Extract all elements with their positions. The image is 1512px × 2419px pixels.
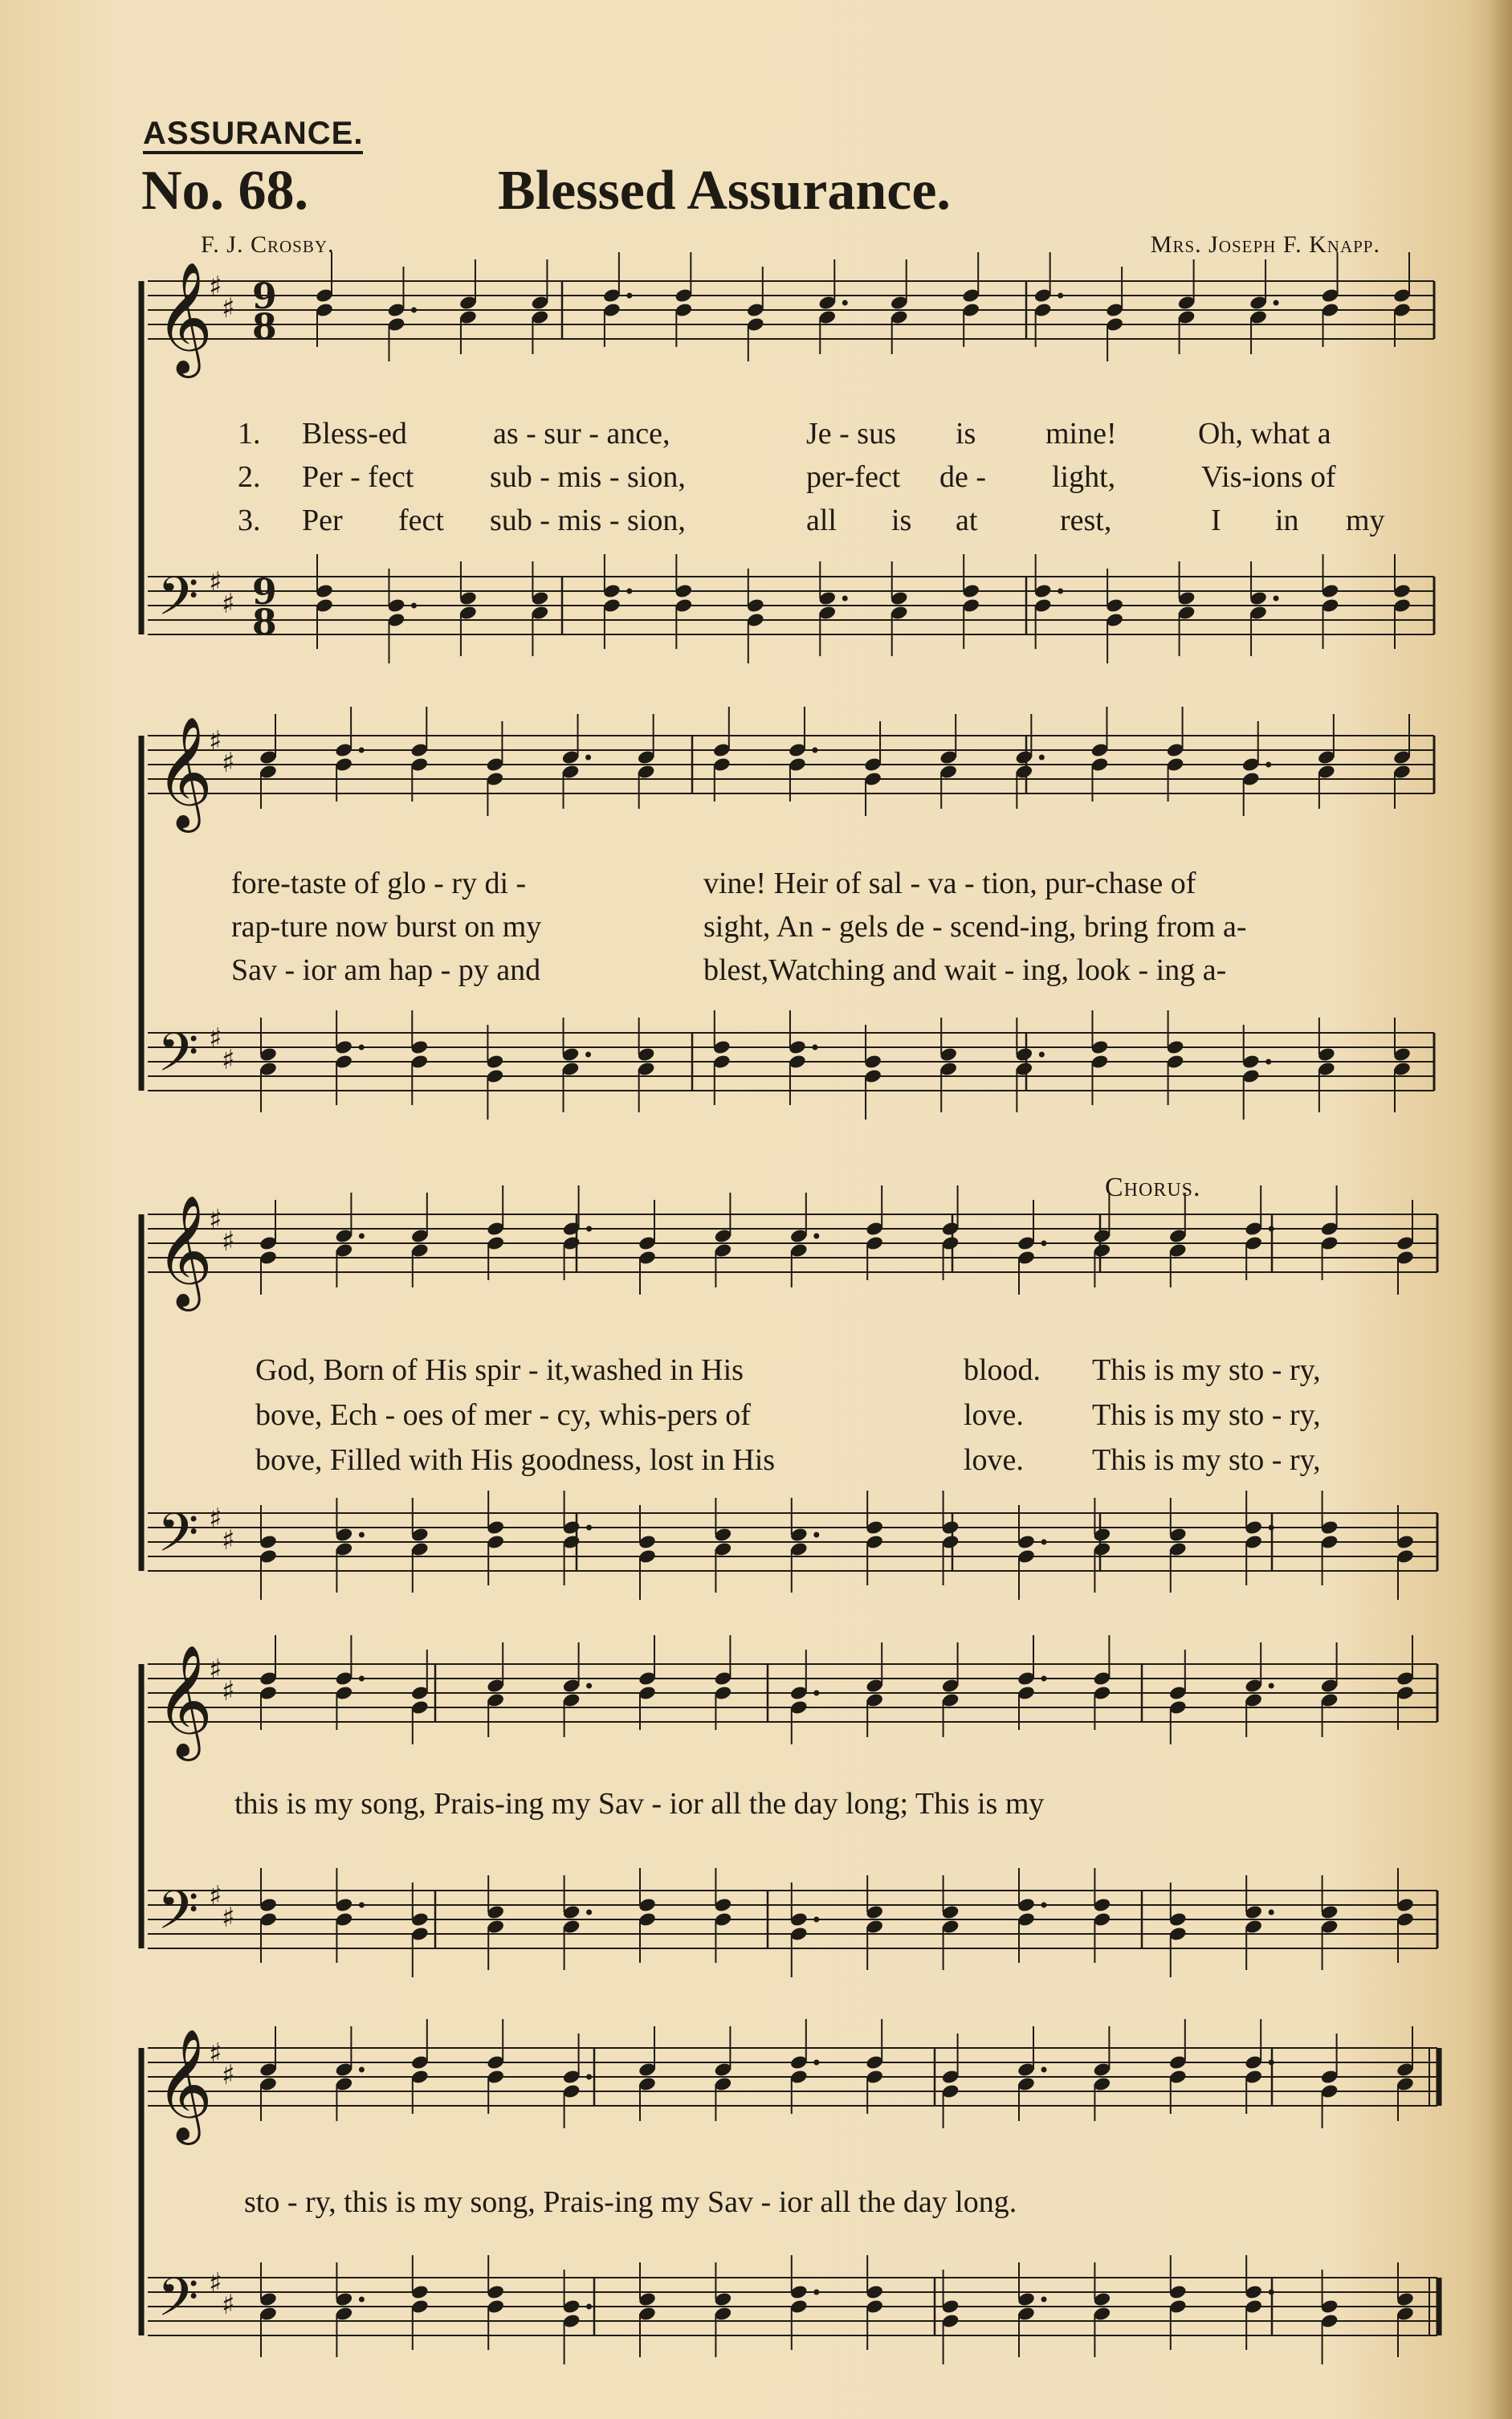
lyric-syllable: all [806, 504, 837, 537]
lyric-phrase: fore-taste of glo - ry di - [231, 867, 527, 900]
augmentation-dot [1041, 1241, 1047, 1246]
lyric-phrase: bove, Ech - oes of mer - cy, whis-pers of [255, 1398, 751, 1432]
hymn-composer: Mrs. Joseph F. Knapp. [1150, 231, 1380, 258]
lyric-phrase: sto - ry, this is my song, Prais-ing my Sav - ior all the day long. [244, 2185, 1017, 2219]
treble-clef-icon: 𝄞 [156, 1645, 213, 1756]
augmentation-dot [842, 596, 848, 602]
augmentation-dot [813, 2060, 819, 2066]
augmentation-dot [359, 1045, 365, 1050]
augmentation-dot [585, 755, 591, 761]
sharp-icon: ♯ [222, 1675, 235, 1707]
lyric-syllable: de - [939, 460, 987, 494]
augmentation-dot [585, 1052, 591, 1058]
augmentation-dot [812, 1045, 817, 1050]
lyric-syllable: as - sur - ance, [493, 417, 670, 451]
lyric-phrase: sight, An - gels de - scend-ing, bring from a- [703, 910, 1247, 944]
lyric-syllable: I [1211, 504, 1221, 537]
augmentation-dot [813, 1234, 819, 1239]
sharp-icon: ♯ [222, 1226, 235, 1258]
bass-clef-icon: 𝄢 [157, 1879, 199, 1954]
lyric-syllable: mine! [1045, 417, 1117, 451]
bass-clef-icon: 𝄢 [157, 565, 199, 640]
time-signature-numerator: 9 [252, 276, 277, 317]
sharp-icon: ♯ [209, 271, 222, 303]
lyric-phrase: blood. [964, 1353, 1041, 1387]
hymn-title: Blessed Assurance. [498, 160, 951, 222]
lyric-syllable: Per [302, 504, 343, 537]
augmentation-dot [1274, 596, 1279, 602]
augmentation-dot [359, 748, 365, 753]
sharp-icon: ♯ [209, 1022, 222, 1054]
sharp-icon: ♯ [222, 588, 235, 620]
augmentation-dot [359, 1676, 365, 1682]
augmentation-dot [1269, 1910, 1274, 1915]
augmentation-dot [1041, 1676, 1047, 1682]
lyric-syllable: Per - fect [302, 460, 414, 494]
augmentation-dot [586, 1226, 592, 1232]
augmentation-dot [359, 2067, 365, 2073]
lyric-syllable: Je - sus [806, 417, 896, 451]
lyric-phrase: This is my sto - ry, [1092, 1443, 1321, 1477]
augmentation-dot [626, 589, 632, 594]
augmentation-dot [1039, 1052, 1045, 1058]
augmentation-dot [586, 1683, 592, 1689]
augmentation-dot [1265, 762, 1271, 768]
lyric-syllable: my [1346, 504, 1385, 537]
treble-clef-icon: 𝄞 [156, 2029, 213, 2140]
time-signature-denominator: 8 [252, 602, 277, 643]
augmentation-dot [1274, 300, 1279, 306]
lyric-syllable: fect [398, 504, 444, 537]
augmentation-dot [586, 1525, 592, 1531]
lyric-phrase: vine! Heir of sal - va - tion, pur-chase of [703, 867, 1196, 900]
lyric-phrase: This is my sto - ry, [1092, 1353, 1321, 1387]
sharp-icon: ♯ [209, 725, 222, 757]
lyric-phrase: blest,Watching and wait - ing, look - ing a- [703, 953, 1227, 987]
hymn-category: ASSURANCE. [143, 116, 363, 154]
lyric-phrase: this is my song, Prais-ing my Sav - ior all the day long; This is my [234, 1787, 1045, 1821]
sharp-icon: ♯ [222, 1524, 235, 1556]
sharp-icon: ♯ [209, 1503, 222, 1535]
sharp-icon: ♯ [209, 1654, 222, 1686]
sharp-icon: ♯ [222, 747, 235, 779]
augmentation-dot [1269, 1226, 1274, 1232]
augmentation-dot [1039, 755, 1045, 761]
augmentation-dot [1269, 2290, 1274, 2295]
augmentation-dot [1269, 2060, 1274, 2066]
hymn-author: F. J. Crosby. [201, 231, 335, 258]
augmentation-dot [586, 1910, 592, 1915]
augmentation-dot [813, 1691, 819, 1696]
sharp-icon: ♯ [222, 292, 235, 324]
augmentation-dot [359, 1903, 365, 1908]
bass-clef-icon: 𝄢 [157, 1022, 199, 1096]
augmentation-dot [1041, 2067, 1047, 2073]
lyric-phrase: bove, Filled with His goodness, lost in His [255, 1443, 776, 1477]
verse-number: 3. [238, 504, 261, 537]
sharp-icon: ♯ [222, 1902, 235, 1934]
lyric-syllable: Oh, what a [1198, 417, 1331, 451]
augmentation-dot [1058, 293, 1063, 299]
lyric-syllable: at [956, 504, 978, 537]
lyric-phrase: love. [964, 1443, 1024, 1477]
time-signature-numerator: 9 [252, 572, 277, 613]
augmentation-dot [586, 2304, 592, 2310]
lyric-syllable: rest, [1060, 504, 1112, 537]
lyric-syllable: Vis-ions of [1201, 460, 1336, 494]
hymn-number: No. 68. [141, 160, 309, 222]
sharp-icon: ♯ [222, 2289, 235, 2321]
augmentation-dot [359, 2297, 365, 2303]
augmentation-dot [359, 1532, 365, 1538]
augmentation-dot [812, 748, 817, 753]
treble-clef-icon: 𝄞 [156, 716, 213, 828]
lyric-phrase: This is my sto - ry, [1092, 1398, 1321, 1432]
verse-number: 2. [238, 460, 261, 494]
augmentation-dot [1269, 1525, 1274, 1531]
lyric-phrase: love. [964, 1398, 1024, 1432]
augmentation-dot [586, 2074, 592, 2080]
verse-number: 1. [238, 417, 261, 451]
lyric-syllable: light, [1052, 460, 1116, 494]
lyric-phrase: God, Born of His spir - it,washed in His [255, 1353, 744, 1387]
treble-clef-icon: 𝄞 [156, 262, 213, 373]
sharp-icon: ♯ [209, 2267, 222, 2299]
bass-clef-icon: 𝄢 [157, 1502, 199, 1577]
lyric-syllable: sub - mis - sion, [490, 460, 686, 494]
augmentation-dot [1041, 1903, 1047, 1908]
sharp-icon: ♯ [209, 1880, 222, 1912]
augmentation-dot [626, 293, 632, 299]
lyric-syllable: in [1275, 504, 1299, 537]
augmentation-dot [1265, 1059, 1271, 1065]
lyric-syllable: is [891, 504, 912, 537]
sharp-icon: ♯ [222, 2059, 235, 2091]
augmentation-dot [411, 603, 417, 609]
augmentation-dot [1269, 1683, 1274, 1689]
augmentation-dot [1041, 2297, 1047, 2303]
sharp-icon: ♯ [222, 1044, 235, 1076]
lyric-syllable: sub - mis - sion, [490, 504, 686, 537]
augmentation-dot [813, 1532, 819, 1538]
augmentation-dot [411, 308, 417, 313]
lyric-phrase: Sav - ior am hap - py and [231, 953, 541, 987]
augmentation-dot [359, 1234, 365, 1239]
sharp-icon: ♯ [209, 1204, 222, 1236]
augmentation-dot [1058, 589, 1063, 594]
sharp-icon: ♯ [209, 2038, 222, 2070]
augmentation-dot [842, 300, 848, 306]
lyric-phrase: rap-ture now burst on my [231, 910, 542, 944]
lyric-syllable: per-fect [806, 460, 901, 494]
bass-clef-icon: 𝄢 [157, 2266, 199, 2341]
lyric-syllable: is [956, 417, 976, 451]
sharp-icon: ♯ [209, 566, 222, 598]
augmentation-dot [813, 2290, 819, 2295]
augmentation-dot [1041, 1540, 1047, 1545]
chorus-label: Chorus. [1105, 1173, 1201, 1202]
lyric-syllable: Bless-ed [302, 417, 407, 451]
time-signature-denominator: 8 [252, 307, 277, 348]
treble-clef-icon: 𝄞 [156, 1195, 213, 1307]
augmentation-dot [813, 1917, 819, 1923]
